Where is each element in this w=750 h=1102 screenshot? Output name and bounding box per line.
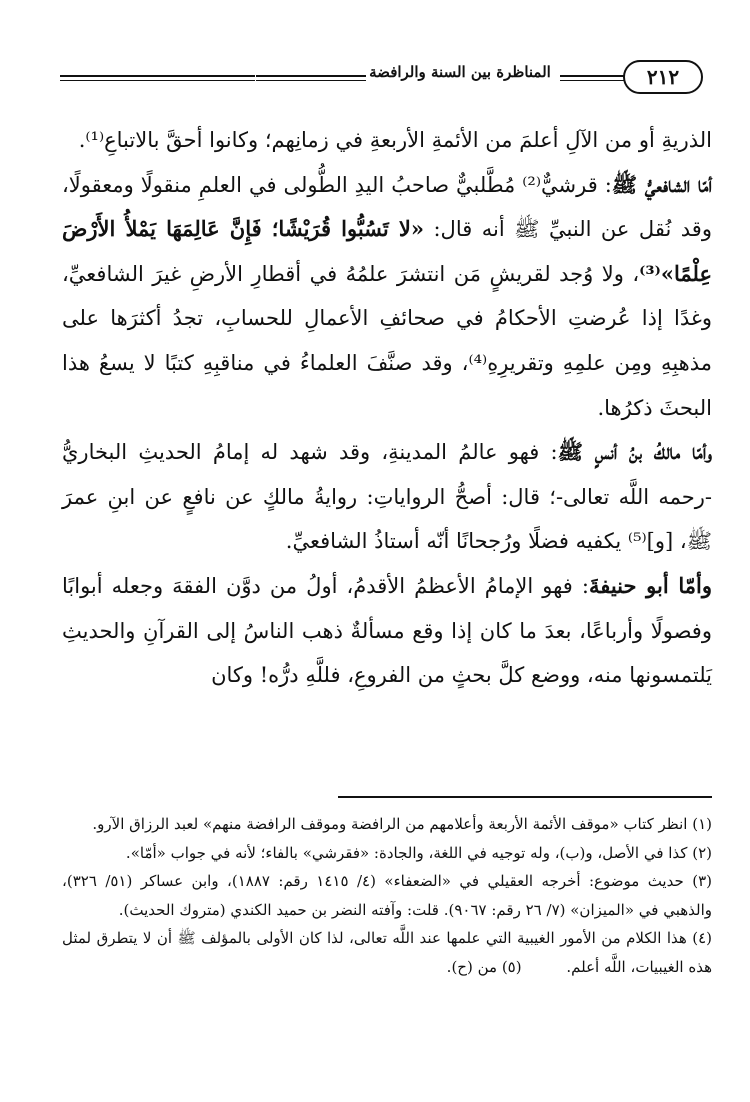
- malik-text: : فهو عالمُ المدينةِ، وقد شهد له إمامُ الحديثِ البخاريُّ -رحمه اللَّه تعالى-؛ قال: أصحُّ الرواياتِ: روايةُ مالكٍ عن نافعٍ عن ابنِ عمرَ ﷺ، [و]⁽⁵⁾ يكفيه فضلًا ورُجحانًا أنّه أستاذُ الشافعيِّ.: [62, 440, 712, 554]
- paragraph-malik: [62, 430, 712, 564]
- footnotes: [62, 810, 712, 981]
- footnote-3: (٣) حديث موضوع: أخرجه العقيلي في «الضعفاء» (٤/ ١٤١٥ رقم: ١٨٨٧)، وابن عساكر (٥١/ ٣٢٦)، والذهبي في «الميزان» (٧/ ٢٦ رقم: ٩٠٦٧). قلت: وآفته النضر بن حميد الكندي (متروك الحديث).: [62, 872, 712, 919]
- header-rule-middle: [256, 75, 366, 81]
- running-title: المناظرة بين السنة والرافضة: [369, 63, 551, 81]
- footnote-1: (١) انظر كتاب «موقف الأئمة الأربعة وأعلامهم من الرافضة وموقف الرافضة منهم» لعبد الرزاق الآرو.: [92, 815, 712, 833]
- paragraph-abu-hanifa: [62, 564, 712, 698]
- abu-hanifa-heading: وأمّا أبو حنيفةَ: [588, 572, 713, 598]
- footnote-5: (٥) من (ح).: [446, 957, 522, 976]
- shafii-heading: أمّا الشافعيُّ ﷺ: [611, 171, 712, 197]
- header-rule-left: [60, 75, 255, 81]
- shafii-rest: ، ولا وُجد لقريشٍ مَن انتشرَ علمُهُ في أقطارِ الأرضِ غيرَ الشافعيِّ، وغدًا إذا عُرضتِ الأحكامُ في صحائفِ الأعمالِ للحسابِ، تجدُ أكثرَها على مذهبِهِ ومِن علمِهِ وتقريرِهِ⁽⁴⁾، وقد صنَّفَ العلماءُ في مناقبِهِ كتبًا لا يسعُ هذا البحثَ ذكرُها.: [62, 261, 712, 420]
- page-number: ٢١٢: [623, 60, 703, 94]
- abu-hanifa-text: : فهو الإمامُ الأعظمُ الأقدمُ، أولُ من دوَّن الفقهَ وجعله أبوابًا وفصولًا وأرباعًا، بعدَ ما كان إذا وقع مسألةٌ ذهب الناسُ إلى القرآنِ والحديثِ يَلتمسونها منه، ووضع كلَّ بحثٍ من الفروعِ، فللَّهِ درُّه! وكان: [62, 573, 712, 688]
- malik-heading: وأمّا مالكُ بنُ أنسٍ ﷺ: [557, 439, 712, 465]
- footnote-4: [62, 924, 712, 981]
- main-text: [62, 118, 712, 698]
- paragraph-shafii: [62, 163, 712, 431]
- footnote-4-text: (٤) هذا الكلام من الأمور الغيبية التي علمها عند اللَّه تعالى، لذا كان الأولى بالمؤلف ﷺ أن لا يتطرق لمثل هذه الغيبيات، اللَّه أعلم.: [62, 929, 712, 976]
- footnote-2: (٢) كذا في الأصل، و(ب)، وله توجيه في اللغة، والجادة: «فقرشي» بالفاء؛ لأنه في جواب «أمّا».: [125, 843, 712, 862]
- page-header: [60, 58, 710, 98]
- hadith-quote: «لا تَسُبُّوا قُرَيْشًا؛ فَإِنَّ عَالِمَهَا يَمْلأُ الأَرْضَ عِلْمًا»⁽³⁾: [62, 216, 712, 286]
- header-rule-right: [560, 75, 624, 81]
- paragraph-intro: الذريةِ أو من الآلِ أعلمَ من الأئمةِ الأربعةِ في زمانِهم؛ وكانوا أحقَّ بالاتباعِ⁽¹⁾.: [78, 128, 712, 152]
- footnote-separator: [338, 796, 712, 798]
- shafii-text: : قرشيٌّ⁽²⁾ مُطَّلبيٌّ صاحبُ اليدِ الطُّولى في العلمِ منقولًا ومعقولًا، وقد نُقل عن النبيِّ ﷺ أنه قال:: [62, 172, 712, 242]
